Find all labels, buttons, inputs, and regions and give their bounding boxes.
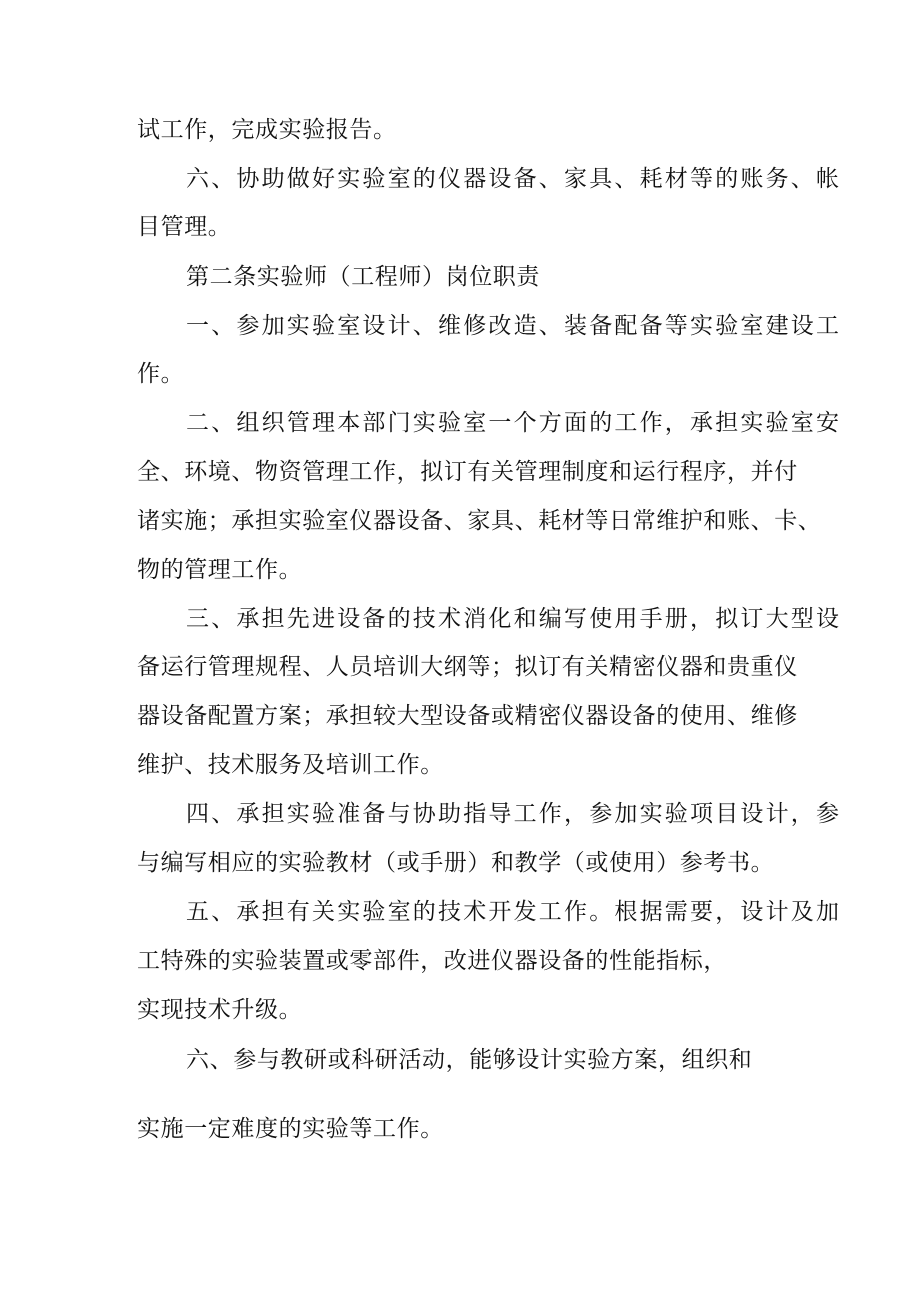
text-line-6: 作。 — [137, 361, 185, 387]
text-line-2: 六、协助做好实验室的仪器设备、家具、耗材等的账务、帐 — [186, 166, 842, 192]
text-line-3: 目管理。 — [137, 214, 232, 240]
text-line-8: 全、环境、物资管理工作，拟订有关管理制度和运行程序，并付 — [137, 459, 798, 485]
text-line-12: 备运行管理规程、人员培训大纲等；拟订有关精密仪器和贵重仪 — [137, 654, 798, 680]
text-line-14: 维护、技术服务及培训工作。 — [137, 752, 444, 778]
text-line-17: 五、承担有关实验室的技术开发工作。根据需要，设计及加 — [186, 899, 842, 925]
text-line-18: 工特殊的实验装置或零部件，改进仪器设备的性能指标， — [137, 948, 727, 974]
text-line-5: 一、参加实验室设计、维修改造、装备配备等实验室建设工 — [186, 313, 842, 339]
text-line-7: 二、组织管理本部门实验室一个方面的工作，承担实验室安 — [186, 410, 842, 436]
text-line-21: 实施一定难度的实验等工作。 — [137, 1116, 444, 1142]
text-line-13: 器设备配置方案；承担较大型设备或精密仪器设备的使用、维修 — [137, 703, 798, 729]
text-line-16: 与编写相应的实验教材（或手册）和教学（或使用）参考书。 — [137, 850, 775, 876]
text-line-20: 六、参与教研或科研活动，能够设计实验方案，组织和 — [186, 1047, 753, 1073]
text-line-10: 物的管理工作。 — [137, 557, 303, 583]
text-line-11: 三、承担先进设备的技术消化和编写使用手册，拟订大型设 — [186, 606, 842, 632]
text-line-9: 诸实施；承担实验室仪器设备、家具、耗材等日常维护和账、卡、 — [137, 508, 822, 534]
section-heading: 第二条实验师（工程师）岗位职责 — [186, 264, 540, 290]
text-line-19: 实现技术升级。 — [137, 997, 303, 1023]
text-line-15: 四、承担实验准备与协助指导工作，参加实验项目设计，参 — [186, 801, 842, 827]
text-line-1: 试工作，完成实验报告。 — [137, 117, 397, 143]
